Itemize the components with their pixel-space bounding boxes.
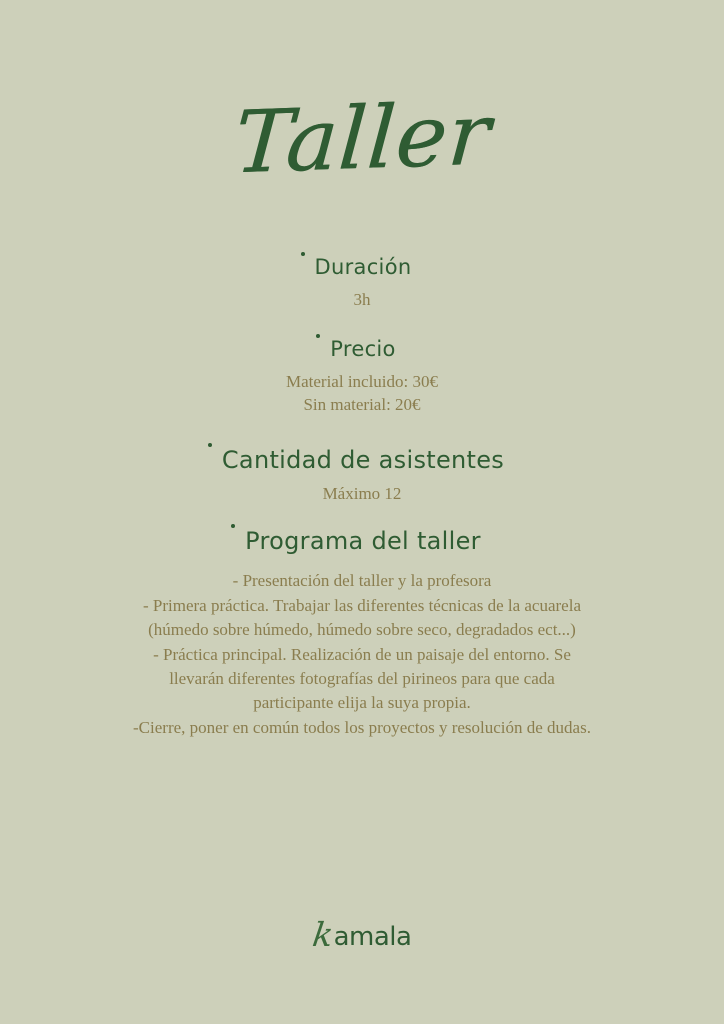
program-item: -Cierre, poner en común todos los proyectos y resolución de dudas.	[133, 718, 591, 738]
body-line: Sin material: 20€	[303, 395, 421, 415]
section-heading	[243, 528, 481, 554]
section-programa-taller	[0, 528, 724, 741]
section-heading-label: Programa del taller	[245, 527, 481, 556]
page-title: Taller	[230, 84, 494, 194]
program-item: - Primera práctica. Trabajar las diferentes técnicas de la acuarela (húmedo sobre húmedo, húmedo sobre seco, degradados ect...)	[143, 595, 581, 639]
section-body	[354, 289, 371, 312]
section-heading-label: Precio	[330, 337, 396, 362]
section-heading-label: Duración	[314, 255, 412, 279]
section-precio	[0, 338, 724, 417]
content-area	[0, 256, 724, 742]
bullet-dot-icon	[301, 252, 305, 256]
logo-text: amala	[333, 922, 412, 952]
body-line: Máximo 12	[322, 484, 402, 504]
program-list	[127, 569, 597, 742]
bullet-dot-icon	[231, 524, 235, 528]
body-line: Material incluido: 30€	[285, 372, 439, 392]
section-body	[286, 371, 438, 417]
section-cantidad-asistentes	[0, 447, 724, 506]
bullet-dot-icon	[208, 443, 212, 447]
title-container	[0, 84, 724, 194]
logo-mark-icon: k	[309, 915, 336, 954]
section-heading-label: Cantidad de asistentes	[221, 446, 505, 474]
section-heading	[328, 338, 395, 361]
section-body	[323, 483, 402, 506]
section-heading	[220, 447, 504, 473]
program-item: - Práctica principal. Realización de un paisaje del entorno. Se llevarán diferentes fotografías del pirineos para que cada participante elija la suya propia.	[153, 645, 571, 713]
brand-logo	[0, 915, 724, 954]
body-line: 3h	[353, 290, 371, 310]
bullet-dot-icon	[316, 334, 320, 338]
section-duracion	[0, 256, 724, 312]
program-item: - Presentación del taller y la profesora	[232, 570, 492, 590]
section-heading	[313, 256, 412, 279]
